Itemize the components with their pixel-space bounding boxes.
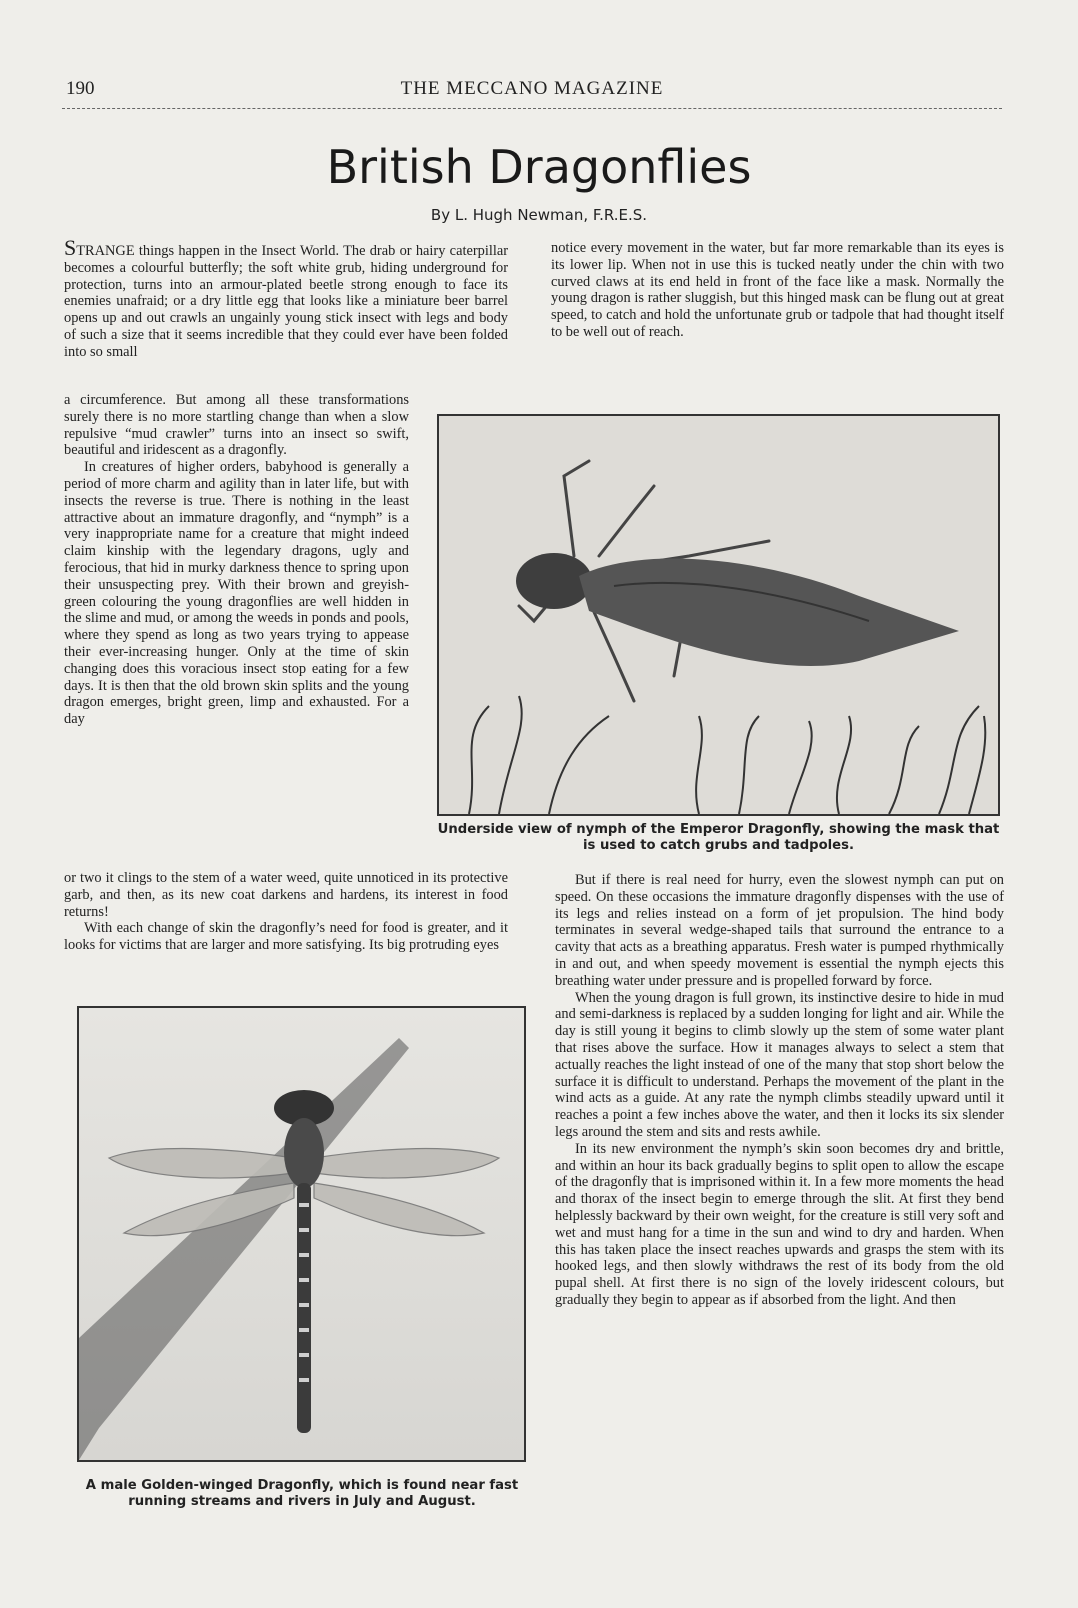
paragraph-babyhood-continued: or two it clings to the stem of a water weed, quite unnoticed in its protective garb, and then, as its new coat darkens and hardens, its interest in food returns! [64,870,508,920]
paragraph-skin-change: With each change of skin the dragonfly’s need for food is greater, and it looks for victims that are larger and more satisfying. Its big protruding eyes [64,920,508,954]
page-header [62,78,1002,109]
column-right-bottom [555,872,1004,1309]
paragraph-climbing: When the young dragon is full grown, its instinctive desire to hide in mud and semi-darkness is replaced by a sudden longing for light and air. While the day is still young it begins to climb slowly up the stem of some water plant that rises above the surface. How it manages always to select a stem that actually reaches the light instead of one of the many that stop short below the surface it is difficult to understand. Perhaps the movement of the plant in the wind acts as a guide. At any rate the nymph climbs steadily upward until it reaches a point a few inches above the water, and then it locks its six slender legs around the stem and sits and rests awhile. [555,989,1004,1140]
paragraph-jet-propulsion: But if there is real need for hurry, even the slowest nymph can put on speed. On these occasions the immature dragonfly dispenses with the use of its legs and relies instead on a form of jet propulsion. The hind body terminates in several wedge-shaped tails that surround the entrance to a cavity that acts as a breathing apparatus. Fresh water is pumped rhythmically in and out, and when speedy movement is essential the nymph ejects this breathing water under pressure and is propelled forward by force. [555,872,1004,989]
column-left-bottom [64,870,508,954]
dragonfly-illustration [79,1008,524,1460]
adult-dragonfly-photo [77,1006,526,1462]
column-left-top [64,235,508,361]
adult-caption: A male Golden-winged Dragonfly, which is found near fast running streams and rivers in July and August. [85,1478,519,1509]
nymph-caption: Underside view of nymph of the Emperor Dragonfly, showing the mask that is used to catch grubs and tadpoles. [437,822,1000,853]
page-number: 190 [66,78,95,99]
magazine-title: THE MECCANO MAGAZINE [400,78,664,99]
paragraph-opening-continued: a circumference. But among all these transformations surely there is no more startling change than when a slow repulsive “mud crawler” turns into an insect so swift, beautiful and iridescent as a dragonfly. [64,392,409,459]
paragraph-babyhood: In creatures of higher orders, babyhood is generally a period of more charm and agility than in later life, but with insects the reverse is true. There is nothing in the least attractive about an immature dragonfly, and “nymph” is a very inappropriate name for a creature that might indeed claim kinship with the legendary dragons, ugly and ferocious, that hid in murky darkness thence to spring upon their unsuspecting prey. With their brown and greyish-green colouring the young dragonflies are well hidden in the slime and mud, or among the weeds in ponds and pools, where they spend as long as two years trying to appease their ever-increasing hunger. Only at the time of skin changing does this voracious insect stop eating for a few days. It is then that the old brown skin splits and the young dragon emerges, bright green, limp and exhausted. For a day [64,459,409,728]
paragraph-lower-lip: notice every movement in the water, but far more remarkable than its eyes is its lower lip. When not in use this is tucked neatly under the chin with two curved claws at its end held in front of the face like a mask. Normally the young dragon is rather sluggish, but this hinged mask can be flung out at great speed, to catch and hold the unfortunate grub or tadpole that had thought itself to be well out of reach. [551,240,1004,340]
article-byline: By L. Hugh Newman, F.R.E.S. [430,206,648,224]
paragraph-opening: STRANGE things happen in the Insect World. The drab or hairy caterpillar becomes a colourful butterfly; the soft white grub, hiding underground for protection, turns into an armour-plated beetle strong enough to face its enemies unafraid; or a dry little egg that looks like a miniature beer barrel opens up and out crawls an ungainly young stick insect with legs and body of such a size that it seems incredible that they could ever have been folded into so small [64,235,508,360]
column-right-top [551,240,1004,341]
article-title: British Dragonflies [326,140,752,194]
column-left-narrow [64,392,409,728]
nymph-illustration [439,416,998,814]
paragraph-emergence: In its new environment the nymph’s skin soon becomes dry and brittle, and within an hour its back gradually begins to split open to allow the escape of the dragonfly that is imprisoned within it. In a few more moments the head and thorax of the insect begin to emerge through the slit. At first they bend helplessly backward by their own weight, for the creature is still very soft and wet and must hang for a time in the sun and wind to dry and harden. When this has taken place the insect reaches upwards and grasps the stem with its hooked legs, and then slowly withdraws the rest of its body from the old pupal shell. At first there is no sign of the lovely iridescent colours, but gradually they begin to appear as if absorbed from the light. And then [555,1140,1004,1308]
nymph-photo [437,414,1000,816]
